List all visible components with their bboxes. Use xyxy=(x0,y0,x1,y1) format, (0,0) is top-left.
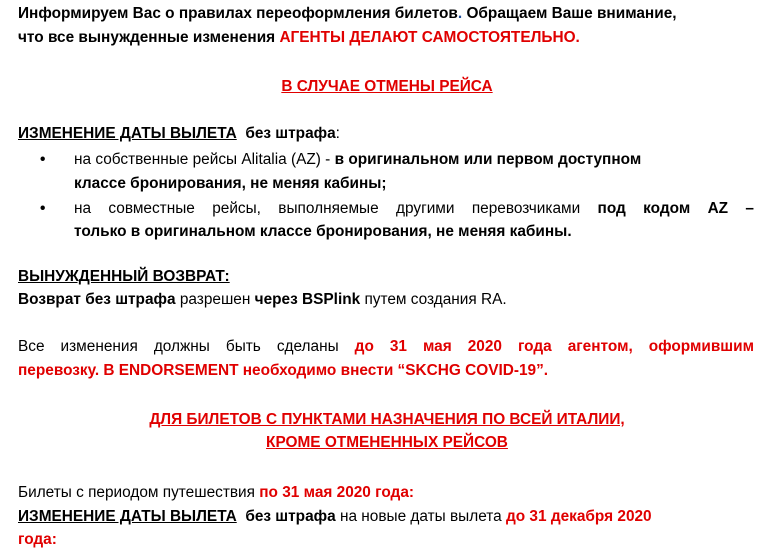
deadline-line-1 xyxy=(18,337,754,357)
deadline-intro: Все изменения должны быть сделаны xyxy=(18,338,355,355)
own-flights-text: на собственные рейсы Alitalia (AZ) - xyxy=(74,151,335,168)
refund-bsplink: через BSPlink xyxy=(254,291,361,308)
date-change-line xyxy=(18,124,754,144)
deadline-date: до 31 мая 2020 года агентом, оформившим xyxy=(354,338,754,355)
travel-period-line xyxy=(18,483,754,503)
travel-period-date: по 31 мая 2020 года: xyxy=(259,484,415,501)
bullet-2-line-2: только в оригинальном классе бронирования, не меняя кабины. xyxy=(74,223,572,240)
intro-line-2 xyxy=(18,28,754,48)
italy-new-dates-text: на новые даты вылета xyxy=(335,508,506,525)
intro-text: Информируем Вас о правилах переоформления билетов xyxy=(18,5,458,22)
refund-line xyxy=(18,290,754,310)
italy-deadline: до 31 декабря 2020 xyxy=(505,508,652,525)
refund-no-penalty: Возврат без штрафа xyxy=(18,291,176,308)
intro-period: . xyxy=(457,5,463,22)
codeshare-code-text: под кодом AZ – xyxy=(597,200,754,217)
no-penalty-text: без штрафа xyxy=(245,125,336,142)
italy-deadline-line-2: года: xyxy=(18,531,57,548)
travel-period-text: Билеты с периодом путешествия xyxy=(18,484,260,501)
bullet-mark: • xyxy=(40,200,46,217)
bullet-2-line-1 xyxy=(74,199,754,219)
bullet-1-line-1 xyxy=(74,150,754,170)
refund-allowed: разрешен xyxy=(175,291,255,308)
section-heading-flight-cancellation: В СЛУЧАЕ ОТМЕНЫ РЕЙСА xyxy=(281,78,493,95)
italy-date-change-label: ИЗМЕНЕНИЕ ДАТЫ ВЫЛЕТА xyxy=(18,508,237,525)
bullet-mark: • xyxy=(40,151,46,168)
refund-ra: путем создания RA. xyxy=(360,291,507,308)
intro-changes-text: что все вынужденные изменения xyxy=(18,29,280,46)
italy-date-change-line xyxy=(18,507,754,527)
intro-agents-warning: АГЕНТЫ ДЕЛАЮТ САМОСТОЯТЕЛЬНО. xyxy=(279,29,580,46)
section-heading-italy-line-2: КРОМЕ ОТМЕНЕННЫХ РЕЙСОВ xyxy=(266,434,508,451)
colon: : xyxy=(335,125,340,142)
forced-refund-label: ВЫНУЖДЕННЫЙ ВОЗВРАТ: xyxy=(18,268,230,285)
codeshare-flights-text: на совместные рейсы, выполняемые другими перевозчиками xyxy=(74,200,598,217)
deadline-line-2: перевозку. В ENDORSEMENT необходимо внести “SKCHG COVID-19”. xyxy=(18,362,549,379)
bullet-1-line-2: классе бронирования, не меняя кабины; xyxy=(74,175,387,192)
own-flights-class-text: в оригинальном или первом доступном xyxy=(334,151,642,168)
intro-attention-text: Обращаем Ваше внимание, xyxy=(462,5,677,22)
section-heading-italy-line-1: ДЛЯ БИЛЕТОВ С ПУНКТАМИ НАЗНАЧЕНИЯ ПО ВСЕЙ ИТАЛИИ, xyxy=(149,411,625,428)
italy-no-penalty: без штрафа xyxy=(245,508,336,525)
intro-line-1 xyxy=(18,4,754,24)
date-change-label: ИЗМЕНЕНИЕ ДАТЫ ВЫЛЕТА xyxy=(18,125,237,142)
